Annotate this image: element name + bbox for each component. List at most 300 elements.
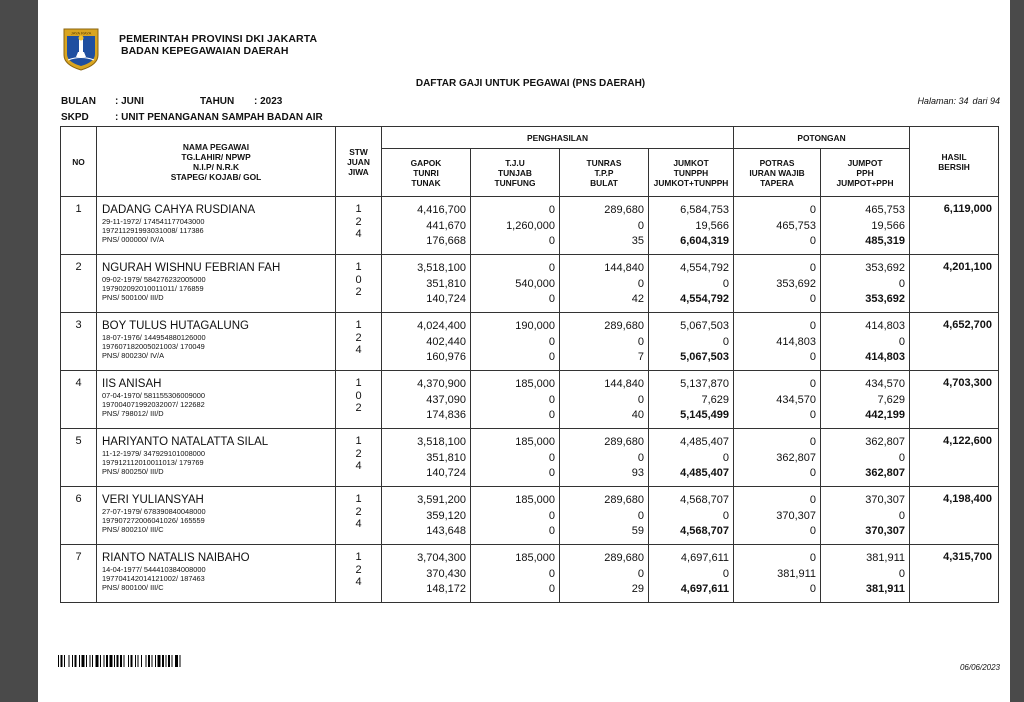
table-row	[61, 371, 999, 429]
jumkot-value: 4,554,792	[680, 262, 730, 274]
print-date: 06/06/2023	[959, 663, 1000, 672]
potras-value: 0	[809, 552, 817, 564]
tju-value: 185,000	[515, 552, 555, 564]
potras-cell	[734, 255, 821, 313]
jumkot-value: 4,697,611	[680, 583, 730, 595]
barcode-bar	[135, 655, 136, 667]
stw-value: 2	[355, 402, 362, 414]
birth-npwp: 14-04-1977/ 544410384008000	[102, 565, 206, 574]
birth-npwp: 09-02-1979/ 584276232005000	[102, 275, 206, 284]
tunras-value: 93	[631, 467, 644, 479]
stapeg-kojab-gol: PNS/ 800250/ III/D	[102, 467, 164, 476]
jumpot-value: 362,807	[865, 467, 906, 479]
jumpot-value: 0	[898, 509, 906, 522]
dki-jakarta-emblem	[62, 27, 100, 71]
tunras-cell	[560, 487, 649, 545]
page-number: Halaman: 34	[917, 96, 969, 106]
barcode-bar	[146, 655, 147, 667]
stw-value: 4	[355, 228, 362, 240]
employee-info	[97, 313, 336, 371]
stw-value: 2	[355, 447, 362, 460]
stapeg-kojab-gol: PNS/ 800230/ IV/A	[102, 351, 165, 360]
potras-value: 0	[809, 494, 817, 506]
group-potongan: POTONGAN	[734, 127, 910, 149]
barcode-bar	[72, 655, 73, 667]
jumkot-value: 5,145,499	[680, 409, 730, 421]
group-penghasilan: PENGHASILAN	[382, 127, 734, 149]
tunras-cell	[560, 429, 649, 487]
col-gapok: GAPOK TUNRI TUNAK	[382, 149, 471, 197]
stw-cell	[336, 487, 382, 545]
col-jumpot: JUMPOT PPH JUMPOT+PPH	[821, 149, 910, 197]
stw-value: 2	[355, 505, 362, 518]
jumpot-value: 370,307	[865, 525, 906, 537]
employee-name: HARIYANTO NATALATTA SILAL	[102, 436, 269, 448]
col-potras: POTRAS IURAN WAJIB TAPERA	[734, 149, 821, 197]
jumpot-value: 434,570	[865, 378, 906, 390]
potras-cell	[734, 197, 821, 255]
gapok-value: 143,648	[426, 525, 466, 537]
gapok-value: 174,836	[426, 409, 466, 421]
gapok-cell	[382, 545, 471, 603]
birth-npwp: 18-07-1976/ 144954880126000	[102, 333, 206, 342]
tunras-value: 0	[637, 393, 644, 406]
jumkot-value: 4,697,611	[680, 552, 730, 564]
jumpot-value: 0	[898, 335, 906, 348]
barcode-bar	[138, 655, 139, 667]
potras-value: 0	[809, 583, 817, 595]
barcode-bar	[168, 655, 170, 667]
employee-info	[97, 371, 336, 429]
tunras-value: 289,680	[604, 436, 644, 448]
col-no: NO	[61, 127, 97, 197]
barcode-bar	[152, 655, 153, 667]
nip-nrk: 197907272006041026/ 165559	[102, 516, 205, 525]
jumpot-value: 485,319	[865, 235, 906, 247]
stapeg-kojab-gol: PNS/ 798012/ III/D	[102, 409, 164, 418]
potras-value: 0	[809, 436, 817, 448]
tju-value: 0	[548, 567, 555, 580]
jumkot-cell	[649, 255, 734, 313]
potras-value: 370,307	[776, 509, 817, 522]
tju-value: 185,000	[515, 436, 555, 448]
barcode-bar	[82, 655, 85, 667]
jumkot-value: 5,067,503	[680, 351, 730, 363]
stw-value: 1	[355, 493, 362, 505]
stw-value: 4	[355, 576, 362, 588]
employee-name: VERI YULIANSYAH	[102, 494, 204, 506]
document-title: DAFTAR GAJI UNTUK PEGAWAI (PNS DAERAH)	[415, 78, 646, 89]
jumkot-value: 0	[722, 277, 730, 290]
jumkot-value: 0	[722, 509, 730, 522]
tju-value: 0	[548, 262, 555, 274]
row-number: 6	[61, 487, 97, 545]
stw-cell	[336, 255, 382, 313]
tahun-value: : 2023	[254, 96, 283, 107]
potras-cell	[734, 313, 821, 371]
tju-cell	[471, 545, 560, 603]
gapok-cell	[382, 371, 471, 429]
barcode-bar	[75, 655, 77, 667]
nip-nrk: 197704142014121002/ 187463	[102, 574, 205, 583]
barcode-bar	[162, 655, 164, 667]
barcode-bar	[120, 655, 122, 667]
jumpot-value: 362,807	[865, 436, 906, 448]
employee-name: BOY TULUS HUTAGALUNG	[102, 320, 249, 332]
stw-value: 2	[355, 331, 362, 344]
stw-value: 1	[355, 377, 362, 389]
jumpot-value: 370,307	[865, 494, 906, 506]
gapok-value: 140,724	[426, 293, 466, 305]
row-number: 2	[61, 255, 97, 313]
jumpot-value: 353,692	[865, 293, 906, 305]
barcode-bar	[61, 655, 63, 667]
tju-value: 540,000	[515, 277, 555, 290]
employee-info	[97, 255, 336, 313]
barcode-bar	[175, 655, 178, 667]
jumpot-value: 414,803	[865, 320, 906, 332]
potras-value: 381,911	[777, 567, 817, 580]
jumpot-value: 442,199	[865, 409, 906, 421]
employee-name: RIANTO NATALIS NAIBAHO	[102, 552, 250, 564]
tunras-cell	[560, 313, 649, 371]
stw-cell	[336, 371, 382, 429]
barcode-bar	[180, 655, 181, 667]
stw-value: 4	[355, 518, 362, 530]
potras-value: 362,807	[776, 451, 817, 464]
barcode-bar	[100, 655, 101, 667]
gapok-value: 148,172	[426, 583, 466, 595]
tju-value: 0	[548, 509, 555, 522]
tju-value: 0	[548, 204, 555, 216]
employee-name: IIS ANISAH	[102, 378, 162, 390]
tju-cell	[471, 313, 560, 371]
potras-cell	[734, 371, 821, 429]
page-indicator	[913, 96, 1000, 106]
gapok-value: 140,724	[426, 467, 466, 479]
nip-nrk: 197211291993031008/ 117386	[102, 226, 204, 235]
potras-cell	[734, 545, 821, 603]
tunras-value: 289,680	[604, 552, 644, 564]
row-number: 3	[61, 313, 97, 371]
jumkot-cell	[649, 545, 734, 603]
jumpot-value: 465,753	[865, 204, 906, 216]
stw-cell	[336, 429, 382, 487]
tju-value: 0	[548, 467, 555, 479]
stw-value: 1	[355, 261, 362, 273]
tju-cell	[471, 371, 560, 429]
jumkot-cell	[649, 371, 734, 429]
potras-cell	[734, 429, 821, 487]
gapok-value: 402,440	[426, 335, 466, 348]
org-name: PEMERINTAH PROVINSI DKI JAKARTA	[119, 33, 318, 45]
tunras-cell	[560, 371, 649, 429]
salary-document-page	[38, 0, 1010, 702]
gapok-value: 351,810	[426, 277, 466, 290]
tju-value: 185,000	[515, 378, 555, 390]
barcode-bar	[79, 655, 80, 667]
nip-nrk: 197902092010011011/ 176859	[102, 284, 204, 293]
gapok-value: 176,668	[426, 235, 466, 247]
barcode-bar	[155, 655, 156, 667]
tju-value: 190,000	[515, 320, 555, 332]
jumkot-value: 5,137,870	[680, 378, 730, 390]
tju-value: 0	[548, 393, 555, 406]
row-number: 5	[61, 429, 97, 487]
jumkot-value: 19,566	[695, 219, 730, 232]
potras-value: 0	[809, 351, 817, 363]
gapok-value: 160,976	[426, 351, 466, 363]
gapok-cell	[382, 429, 471, 487]
jumpot-value: 381,911	[866, 552, 906, 564]
employee-info	[97, 545, 336, 603]
tunras-value: 0	[637, 451, 644, 464]
jumpot-value: 353,692	[865, 262, 906, 274]
tju-value: 0	[548, 235, 555, 247]
jumpot-value: 381,911	[865, 583, 906, 595]
stw-value: 1	[355, 319, 362, 331]
stw-value: 2	[355, 215, 362, 228]
potras-value: 0	[809, 204, 817, 216]
bulan-value: : JUNI	[115, 96, 144, 107]
col-jumkot: JUMKOT TUNPPH JUMKOT+TUNPPH	[649, 149, 734, 197]
stapeg-kojab-gol: PNS/ 800210/ III/C	[102, 525, 164, 534]
barcode-bar	[86, 655, 87, 667]
tju-value: 185,000	[515, 494, 555, 506]
potras-value: 0	[809, 409, 817, 421]
tju-cell	[471, 197, 560, 255]
potras-value: 0	[809, 320, 817, 332]
skpd-value: : UNIT PENANGANAN SAMPAH BADAN AIR	[115, 112, 323, 123]
barcode-bar	[158, 655, 161, 667]
tunras-value: 289,680	[604, 494, 644, 506]
employee-name: DADANG CAHYA RUSDIANA	[102, 204, 256, 216]
gapok-value: 370,430	[426, 567, 466, 580]
stw-value: 0	[355, 273, 362, 286]
gapok-cell	[382, 313, 471, 371]
barcode-bar	[172, 655, 173, 667]
bulan-label: BULAN	[61, 96, 96, 107]
jumpot-value: 19,566	[871, 219, 906, 232]
nip-nrk: 197607182005021003/ 170049	[102, 342, 205, 351]
potras-value: 434,570	[776, 393, 817, 406]
stapeg-kojab-gol: PNS/ 000000/ IV/A	[102, 235, 165, 244]
birth-npwp: 11-12-1979/ 347929101008000	[102, 449, 206, 458]
potras-value: 0	[809, 467, 817, 479]
nip-nrk: 197912112010011013/ 179769	[102, 458, 204, 467]
barcode-bar	[124, 655, 125, 667]
agency-name: BADAN KEPEGAWAIAN DAERAH	[121, 45, 289, 57]
stw-value: 4	[355, 460, 362, 472]
barcode-bar	[58, 655, 59, 667]
stw-value: 1	[355, 551, 362, 563]
col-hasil: HASIL BERSIH	[910, 127, 999, 197]
jumpot-value: 0	[898, 277, 906, 290]
jumpot-cell	[821, 487, 910, 545]
employee-info	[97, 429, 336, 487]
barcode-bar	[106, 655, 108, 667]
jumpot-cell	[821, 429, 910, 487]
barcode-bar	[141, 655, 142, 667]
stw-cell	[336, 545, 382, 603]
jumpot-value: 0	[898, 451, 906, 464]
col-nama: NAMA PEGAWAI TG.LAHIR/ NPWP N.I.P/ N.R.K STAPEG/ KOJAB/ GOL	[97, 127, 336, 197]
salary-table	[60, 126, 999, 603]
barcode-bar	[69, 655, 70, 667]
barcode-bar	[110, 655, 113, 667]
employee-info	[97, 487, 336, 545]
jumkot-value: 6,604,319	[680, 235, 730, 247]
potras-value: 414,803	[776, 335, 817, 348]
jumpot-cell	[821, 545, 910, 603]
table-row	[61, 255, 999, 313]
stapeg-kojab-gol: PNS/ 800100/ III/C	[102, 583, 164, 592]
jumkot-value: 0	[722, 451, 730, 464]
stw-value: 2	[355, 563, 362, 576]
jumkot-value: 4,568,707	[680, 494, 730, 506]
tju-value: 0	[548, 409, 555, 421]
barcode-bar	[128, 655, 129, 667]
gapok-value: 441,670	[426, 219, 466, 232]
tunras-value: 40	[631, 409, 644, 421]
potras-value: 353,692	[776, 277, 817, 290]
barcode-bar	[90, 655, 91, 667]
barcode-bar	[131, 655, 133, 667]
table-row	[61, 313, 999, 371]
gapok-value: 359,120	[426, 509, 466, 522]
stw-value: 2	[355, 286, 362, 298]
barcode-bar	[114, 655, 115, 667]
jumkot-cell	[649, 429, 734, 487]
jumkot-cell	[649, 197, 734, 255]
stw-value: 1	[355, 203, 362, 215]
potras-value: 0	[809, 378, 817, 390]
gapok-value: 4,416,700	[417, 204, 466, 216]
barcode-bar	[96, 655, 99, 667]
jumkot-value: 0	[722, 567, 730, 580]
svg-text:JAYA RAYA: JAYA RAYA	[70, 30, 92, 36]
table-row	[61, 487, 999, 545]
birth-npwp: 07-04-1970/ 581155306009000	[102, 391, 206, 400]
jumkot-value: 7,629	[701, 393, 730, 406]
potras-value: 0	[809, 293, 817, 305]
row-number: 4	[61, 371, 97, 429]
tju-cell	[471, 429, 560, 487]
stw-value: 4	[355, 344, 362, 356]
tunras-value: 59	[631, 525, 644, 537]
potras-value: 465,753	[776, 219, 817, 232]
gapok-value: 3,704,300	[417, 552, 466, 564]
tju-value: 0	[548, 351, 555, 363]
tunras-value: 289,680	[604, 320, 644, 332]
nip-nrk: 197004071992032007/ 122682	[102, 400, 205, 409]
tunras-value: 289,680	[604, 204, 644, 216]
hasil-bersih: 4,652,700	[910, 313, 999, 371]
stapeg-kojab-gol: PNS/ 500100/ III/D	[102, 293, 164, 302]
birth-npwp: 29-11-1972/ 174541177043000	[102, 217, 205, 226]
birth-npwp: 27-07-1979/ 678390840048000	[102, 507, 206, 516]
tju-value: 0	[548, 583, 555, 595]
tunras-value: 7	[637, 351, 644, 363]
employee-name: NGURAH WISHNU FEBRIAN FAH	[102, 262, 281, 274]
gapok-value: 3,518,100	[417, 436, 466, 448]
tahun-label: TAHUN	[200, 96, 235, 107]
tju-cell	[471, 255, 560, 313]
barcode-bar	[148, 655, 150, 667]
col-tunras: TUNRAS T.P.P BULAT	[560, 149, 649, 197]
hasil-bersih: 4,315,700	[910, 545, 999, 603]
tunras-value: 144,840	[604, 378, 644, 390]
jumkot-value: 6,584,753	[680, 204, 730, 216]
potras-cell	[734, 487, 821, 545]
hasil-bersih: 6,119,000	[910, 197, 999, 255]
tju-value: 0	[548, 451, 555, 464]
gapok-value: 437,090	[426, 393, 466, 406]
barcode-bar	[104, 655, 105, 667]
employee-info	[97, 197, 336, 255]
jumkot-cell	[649, 313, 734, 371]
tunras-value: 35	[631, 235, 644, 247]
tju-value: 0	[548, 335, 555, 348]
hasil-bersih: 4,122,600	[910, 429, 999, 487]
col-tju: T.J.U TUNJAB TUNFUNG	[471, 149, 560, 197]
jumkot-value: 4,485,407	[680, 467, 730, 479]
jumkot-value: 4,485,407	[680, 436, 730, 448]
gapok-value: 3,591,200	[417, 494, 466, 506]
jumpot-cell	[821, 197, 910, 255]
stw-value: 0	[355, 389, 362, 402]
tunras-value: 29	[631, 583, 644, 595]
gapok-value: 4,024,400	[417, 320, 466, 332]
page-total: dari 94	[972, 96, 1000, 106]
stw-cell	[336, 313, 382, 371]
skpd-label: SKPD	[61, 112, 89, 123]
tju-value: 0	[548, 293, 555, 305]
gapok-cell	[382, 487, 471, 545]
row-number: 1	[61, 197, 97, 255]
jumpot-value: 414,803	[865, 351, 906, 363]
table-row	[61, 197, 999, 255]
barcode-bar	[92, 655, 93, 667]
row-number: 7	[61, 545, 97, 603]
barcode-bar	[64, 655, 65, 667]
table-row	[61, 429, 999, 487]
tunras-value: 0	[637, 509, 644, 522]
tunras-cell	[560, 255, 649, 313]
tju-value: 1,260,000	[506, 219, 555, 232]
tunras-cell	[560, 545, 649, 603]
hasil-bersih: 4,703,300	[910, 371, 999, 429]
jumpot-value: 0	[898, 567, 906, 580]
hasil-bersih: 4,198,400	[910, 487, 999, 545]
gapok-value: 4,370,900	[417, 378, 466, 390]
jumpot-cell	[821, 371, 910, 429]
table-row	[61, 545, 999, 603]
gapok-value: 3,518,100	[417, 262, 466, 274]
barcode-bar	[117, 655, 119, 667]
stw-cell	[336, 197, 382, 255]
barcode	[58, 655, 270, 667]
col-stw: STW JUAN JIWA	[336, 127, 382, 197]
tunras-value: 0	[637, 335, 644, 348]
jumpot-cell	[821, 313, 910, 371]
tunras-cell	[560, 197, 649, 255]
tunras-value: 144,840	[604, 262, 644, 274]
potras-value: 0	[809, 235, 817, 247]
jumkot-value: 4,568,707	[680, 525, 730, 537]
hasil-bersih: 4,201,100	[910, 255, 999, 313]
gapok-value: 351,810	[426, 451, 466, 464]
